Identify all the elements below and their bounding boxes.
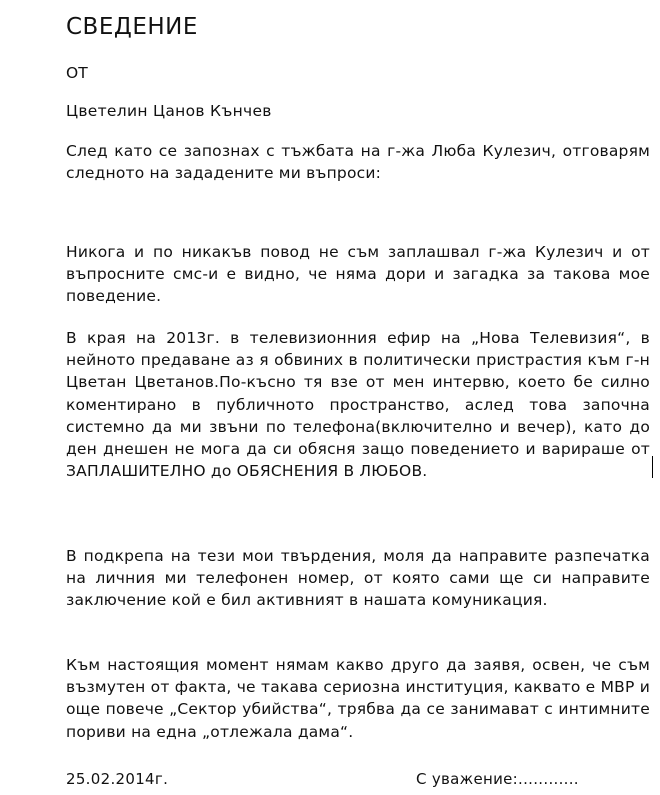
text-cursor <box>652 456 653 478</box>
from-label: ОТ <box>66 64 88 82</box>
author-name: Цветелин Цанов Кънчев <box>66 102 272 120</box>
paragraph-1: Никога и по никакъв повод не съм заплашвал г-жа Кулезич и от въпросните смс-и е видно, че няма дори и загадка за такова мое поведение. <box>66 243 650 306</box>
paragraph-4: Към настоящия момент нямам какво друго да заявя, освен, че съм възмутен от факта, че такава сериозна институция, каквато е МВР и още повече „Сектор убийства“, трябва да се занимават с интимните пориви на една „отлежала дама“. <box>66 656 650 741</box>
signature-regards: С уважение:............ <box>416 770 579 788</box>
document-date: 25.02.2014г. <box>66 770 169 788</box>
document-title: СВЕДЕНИЕ <box>66 14 198 40</box>
paragraph-3: В подкрепа на тези мои твърдения, моля да направите разпечатка на личния ми телефонен номер, от която сами ще си направите заключение кой е бил активният в нашата комуникация. <box>66 547 650 610</box>
paragraph-2: В края на 2013г. в телевизионния ефир на „Нова Телевизия“, в нейното предаване аз я обвиних в политически пристрастия към г-н Цветан Цветанов.По-късно тя взе от мен интервю, което бе силно коментирано в публичното пространство, аслед това започна системно да ми звъни по телефона(включително и вечер), като до ден днешен не мога да си обясня защо поведението и варираше от ЗАПЛАШИТЕЛНО до ОБЯСНЕНИЯ В ЛЮБОВ. <box>66 329 650 481</box>
intro-paragraph: След като се запознах с тъжбата на г-жа Люба Кулезич, отговарям следното на зададените ми въпроси: <box>66 142 650 183</box>
